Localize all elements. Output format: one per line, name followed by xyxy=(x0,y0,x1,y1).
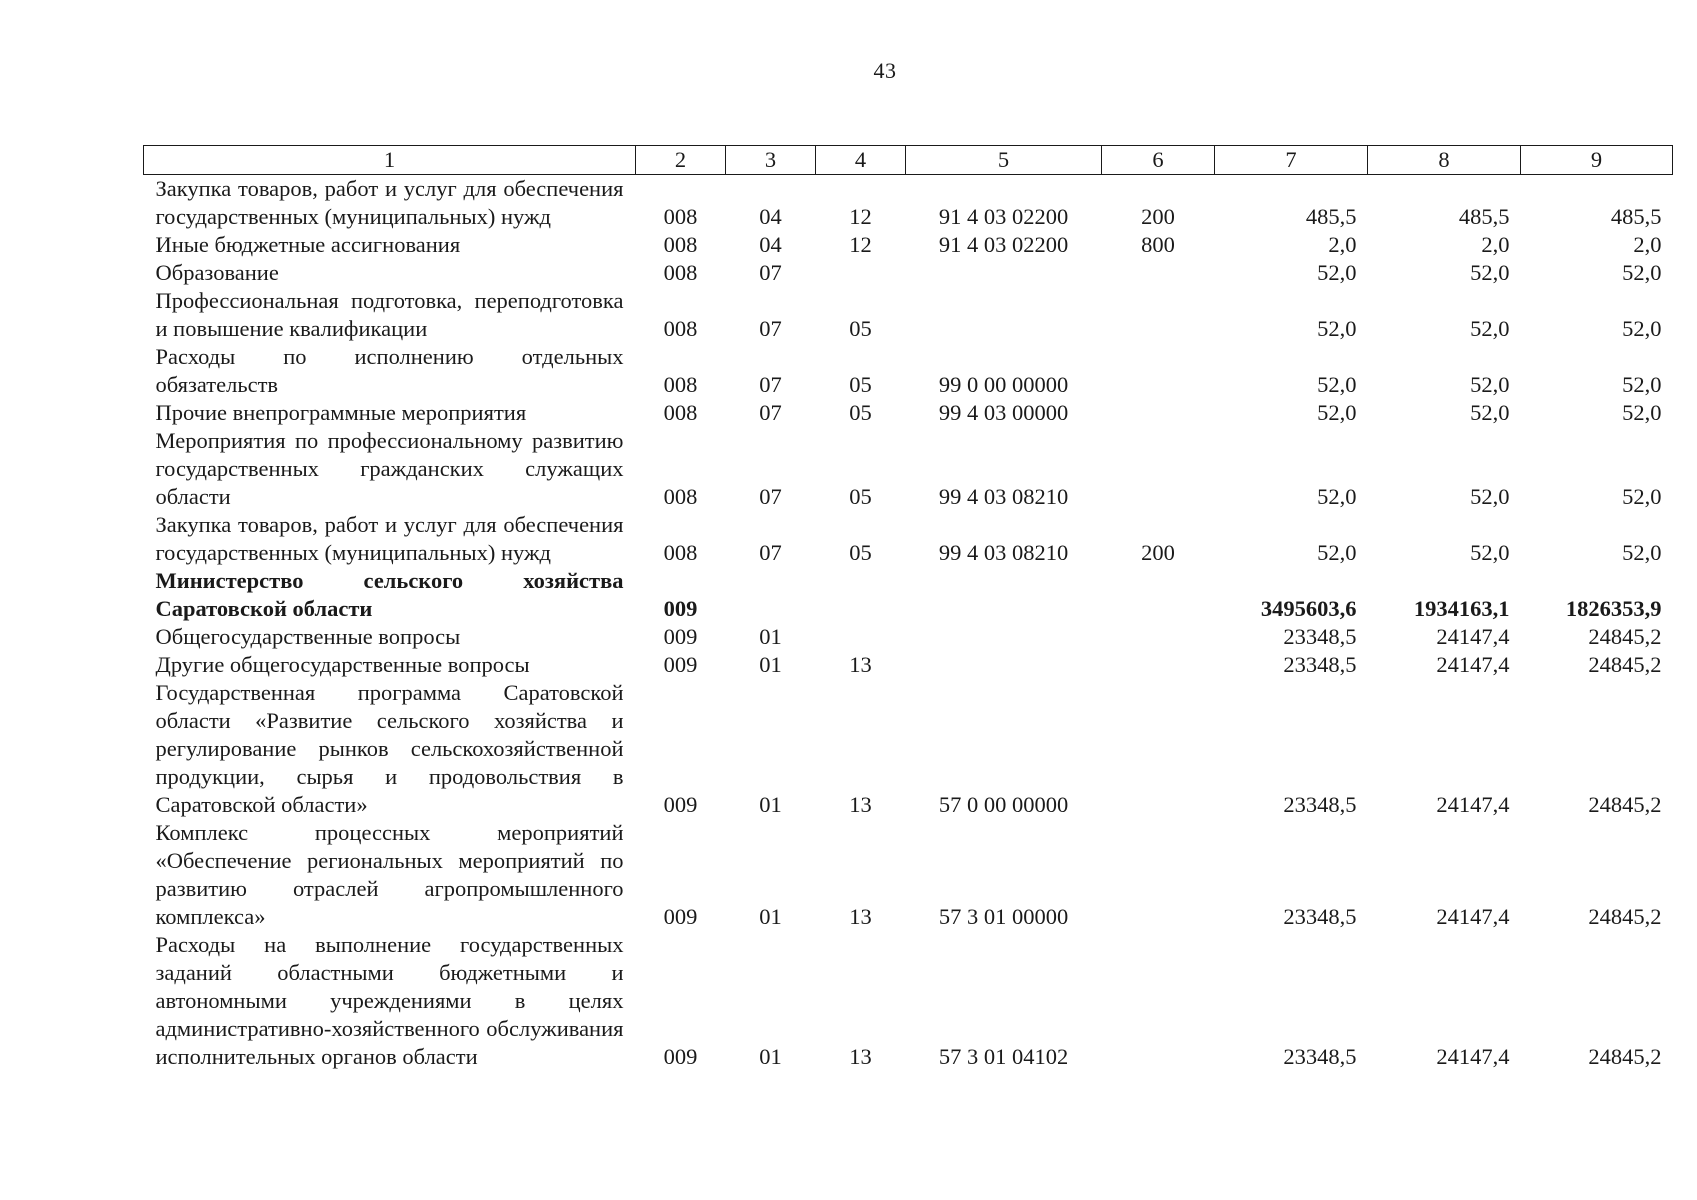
amount-col8-cell: 52,0 xyxy=(1470,260,1510,285)
column-header-6: 6 xyxy=(1102,146,1215,175)
ministry-code-cell: 008 xyxy=(663,316,698,341)
subsection-code-cell: 05 xyxy=(849,400,872,425)
column-header-1: 1 xyxy=(144,146,636,175)
amount-col7-cell: 2,0 xyxy=(1328,232,1357,257)
amount-col9-cell: 485,5 xyxy=(1610,204,1662,229)
row-name-cell: Расходы по исполнению отдельных обязательств xyxy=(155,344,624,397)
expense-type-cell xyxy=(1102,623,1215,651)
amount-col8-cell: 24147,4 xyxy=(1436,792,1510,817)
row-name-cell: Общегосударственные вопросы xyxy=(155,624,461,649)
amount-col8-cell: 24147,4 xyxy=(1436,624,1510,649)
target-article-cell: 99 0 00 00000 xyxy=(938,372,1069,397)
ministry-code-cell: 008 xyxy=(663,260,698,285)
amount-col7-cell: 52,0 xyxy=(1317,372,1357,397)
expense-type-cell xyxy=(1102,931,1215,1071)
section-code-cell: 01 xyxy=(759,652,782,677)
target-article-cell: 57 3 01 00000 xyxy=(938,904,1069,929)
table-row xyxy=(144,679,1673,819)
amount-col8-cell: 24147,4 xyxy=(1436,652,1510,677)
expense-type-cell xyxy=(1102,679,1215,819)
subsection-code-cell xyxy=(816,567,906,623)
section-code-cell: 07 xyxy=(759,400,782,425)
target-article-cell: 57 0 00 00000 xyxy=(938,792,1069,817)
section-code-cell: 07 xyxy=(759,260,782,285)
ministry-code-cell: 008 xyxy=(663,372,698,397)
row-name-cell: Образование xyxy=(155,260,279,285)
subsection-code-cell: 05 xyxy=(849,316,872,341)
target-article-cell: 99 4 03 08210 xyxy=(938,540,1069,565)
table-row xyxy=(144,287,1673,343)
ministry-code-cell: 009 xyxy=(663,624,698,649)
amount-col7-cell: 23348,5 xyxy=(1283,624,1357,649)
budget-table xyxy=(143,145,1673,1071)
amount-col7-cell: 23348,5 xyxy=(1283,792,1357,817)
amount-col7-cell: 23348,5 xyxy=(1283,652,1357,677)
amount-col9-cell: 52,0 xyxy=(1622,260,1662,285)
table-row xyxy=(144,175,1673,232)
expense-type-cell: 800 xyxy=(1141,232,1175,257)
target-article-cell xyxy=(906,259,1102,287)
page-number: 43 xyxy=(873,58,897,83)
row-name-cell: Расходы на выполнение государственных заданий областными бюджетными и автономными учреждениями в целях административно-хозяйственного обслуживания исполнительных органов области xyxy=(155,932,624,1069)
amount-col9-cell: 2,0 xyxy=(1633,232,1662,257)
table-header-row xyxy=(144,146,1673,175)
table-row xyxy=(144,567,1673,623)
section-code-cell: 01 xyxy=(759,792,782,817)
row-name-cell: Государственная программа Саратовской области «Развитие сельского хозяйства и регулирование рынков сельскохозяйственной продукции, сырья и продовольствия в Саратовской области» xyxy=(155,680,624,817)
subsection-code-cell: 05 xyxy=(849,372,872,397)
amount-col8-cell: 24147,4 xyxy=(1436,1044,1510,1069)
amount-col8-cell: 1934163,1 xyxy=(1413,596,1510,621)
table-row xyxy=(144,343,1673,399)
subsection-code-cell: 05 xyxy=(849,484,872,509)
row-name-cell: Мероприятия по профессиональному развитию государственных гражданских служащих области xyxy=(155,428,624,509)
subsection-code-cell: 13 xyxy=(849,1044,872,1069)
row-name-cell: Иные бюджетные ассигнования xyxy=(155,232,461,257)
subsection-code-cell: 13 xyxy=(849,792,872,817)
amount-col9-cell: 52,0 xyxy=(1622,540,1662,565)
row-name-cell: Профессиональная подготовка, переподготовка и повышение квалификации xyxy=(155,288,624,341)
column-header-2: 2 xyxy=(636,146,726,175)
subsection-code-cell xyxy=(816,259,906,287)
section-code-cell: 04 xyxy=(759,232,782,257)
expense-type-cell xyxy=(1102,259,1215,287)
amount-col9-cell: 52,0 xyxy=(1622,316,1662,341)
target-article-cell: 99 4 03 08210 xyxy=(938,484,1069,509)
column-header-7: 7 xyxy=(1215,146,1368,175)
section-code-cell: 07 xyxy=(759,540,782,565)
row-name-cell: Закупка товаров, работ и услуг для обеспечения государственных (муниципальных) нужд xyxy=(155,512,624,565)
expense-type-cell xyxy=(1102,567,1215,623)
amount-col8-cell: 52,0 xyxy=(1470,316,1510,341)
column-header-4: 4 xyxy=(816,146,906,175)
amount-col8-cell: 2,0 xyxy=(1481,232,1510,257)
amount-col9-cell: 24845,2 xyxy=(1588,652,1662,677)
amount-col8-cell: 485,5 xyxy=(1458,204,1510,229)
subsection-code-cell: 13 xyxy=(849,652,872,677)
table-row xyxy=(144,931,1673,1071)
amount-col8-cell: 24147,4 xyxy=(1436,904,1510,929)
expense-type-cell: 200 xyxy=(1141,204,1175,229)
target-article-cell: 99 4 03 00000 xyxy=(938,400,1069,425)
target-article-cell xyxy=(906,567,1102,623)
amount-col7-cell: 52,0 xyxy=(1317,484,1357,509)
amount-col7-cell: 3495603,6 xyxy=(1260,596,1357,621)
section-code-cell: 07 xyxy=(759,372,782,397)
amount-col9-cell: 52,0 xyxy=(1622,484,1662,509)
ministry-code-cell: 009 xyxy=(663,904,698,929)
amount-col8-cell: 52,0 xyxy=(1470,484,1510,509)
table-body xyxy=(144,175,1673,1072)
ministry-code-cell: 008 xyxy=(663,232,698,257)
ministry-code-cell: 008 xyxy=(663,484,698,509)
expense-type-cell xyxy=(1102,399,1215,427)
column-header-5: 5 xyxy=(906,146,1102,175)
amount-col9-cell: 1826353,9 xyxy=(1565,596,1662,621)
amount-col7-cell: 52,0 xyxy=(1317,260,1357,285)
amount-col7-cell: 485,5 xyxy=(1305,204,1357,229)
subsection-code-cell: 12 xyxy=(849,204,872,229)
amount-col9-cell: 24845,2 xyxy=(1588,792,1662,817)
ministry-code-cell: 009 xyxy=(663,596,698,621)
table-row xyxy=(144,819,1673,931)
section-code-cell: 04 xyxy=(759,204,782,229)
column-header-8: 8 xyxy=(1368,146,1521,175)
section-code-cell: 07 xyxy=(759,484,782,509)
amount-col8-cell: 52,0 xyxy=(1470,540,1510,565)
expense-type-cell xyxy=(1102,651,1215,679)
amount-col9-cell: 52,0 xyxy=(1622,400,1662,425)
expense-type-cell xyxy=(1102,287,1215,343)
ministry-code-cell: 009 xyxy=(663,652,698,677)
amount-col7-cell: 52,0 xyxy=(1317,540,1357,565)
amount-col8-cell: 52,0 xyxy=(1470,372,1510,397)
amount-col9-cell: 52,0 xyxy=(1622,372,1662,397)
column-header-3: 3 xyxy=(726,146,816,175)
target-article-cell xyxy=(906,287,1102,343)
amount-col7-cell: 52,0 xyxy=(1317,400,1357,425)
expense-type-cell xyxy=(1102,343,1215,399)
section-code-cell xyxy=(726,567,816,623)
expense-type-cell: 200 xyxy=(1141,540,1175,565)
row-name-cell: Прочие внепрограммные мероприятия xyxy=(155,400,527,425)
table-row xyxy=(144,651,1673,679)
expense-type-cell xyxy=(1102,427,1215,511)
amount-col9-cell: 24845,2 xyxy=(1588,624,1662,649)
column-header-9: 9 xyxy=(1521,146,1673,175)
row-name-cell: Комплекс процессных мероприятий «Обеспечение региональных мероприятий по развитию отраслей агропромышленного комплекса» xyxy=(155,820,624,929)
table-row xyxy=(144,427,1673,511)
section-code-cell: 01 xyxy=(759,624,782,649)
table-row xyxy=(144,399,1673,427)
ministry-code-cell: 008 xyxy=(663,400,698,425)
amount-col7-cell: 23348,5 xyxy=(1283,904,1357,929)
section-code-cell: 01 xyxy=(759,904,782,929)
ministry-code-cell: 008 xyxy=(663,204,698,229)
ministry-code-cell: 009 xyxy=(663,792,698,817)
amount-col8-cell: 52,0 xyxy=(1470,400,1510,425)
expense-type-cell xyxy=(1102,819,1215,931)
target-article-cell: 57 3 01 04102 xyxy=(938,1044,1069,1069)
row-name-cell: Закупка товаров, работ и услуг для обеспечения государственных (муниципальных) нужд xyxy=(155,176,624,229)
subsection-code-cell: 12 xyxy=(849,232,872,257)
table-row xyxy=(144,231,1673,259)
ministry-code-cell: 009 xyxy=(663,1044,698,1069)
section-code-cell: 01 xyxy=(759,1044,782,1069)
row-name-cell: Другие общегосударственные вопросы xyxy=(155,652,530,677)
amount-col7-cell: 23348,5 xyxy=(1283,1044,1357,1069)
amount-col9-cell: 24845,2 xyxy=(1588,904,1662,929)
subsection-code-cell: 13 xyxy=(849,904,872,929)
table-row xyxy=(144,259,1673,287)
target-article-cell: 91 4 03 02200 xyxy=(938,232,1069,257)
ministry-code-cell: 008 xyxy=(663,540,698,565)
target-article-cell: 91 4 03 02200 xyxy=(938,204,1069,229)
amount-col7-cell: 52,0 xyxy=(1317,316,1357,341)
row-name-cell: Министерство сельского хозяйства Саратовской области xyxy=(155,568,624,621)
table-row xyxy=(144,623,1673,651)
section-code-cell: 07 xyxy=(759,316,782,341)
target-article-cell xyxy=(906,623,1102,651)
table-row xyxy=(144,511,1673,567)
subsection-code-cell: 05 xyxy=(849,540,872,565)
subsection-code-cell xyxy=(816,623,906,651)
amount-col9-cell: 24845,2 xyxy=(1588,1044,1662,1069)
target-article-cell xyxy=(906,651,1102,679)
